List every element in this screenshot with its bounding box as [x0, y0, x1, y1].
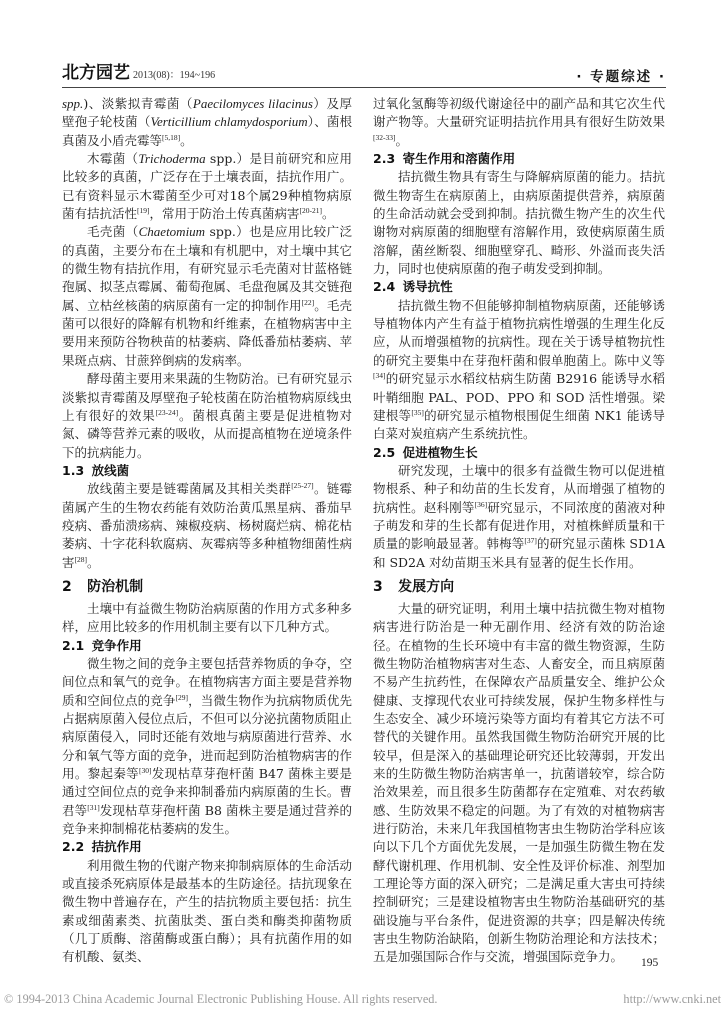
heading-number: 3: [373, 578, 383, 595]
text-run: 的研究显示水稻纹枯病生防菌 B2916 能诱导水稻叶鞘细胞 PAL、POD、PPO 和 SOD 活性增强。梁建根等: [373, 371, 665, 423]
section-heading: [373, 577, 665, 597]
subsection-heading: [62, 838, 352, 856]
citation-ref: [32-33]: [373, 132, 396, 142]
citation-ref: [19]: [137, 206, 150, 216]
heading-number: 2.3: [373, 151, 396, 167]
left-column: [62, 95, 352, 967]
citation-ref: [34]: [373, 371, 386, 381]
citation-ref: [31]: [87, 802, 100, 812]
text-run: 木霉菌（: [87, 151, 139, 167]
body-paragraph: [62, 223, 352, 370]
latin-name: spp.: [62, 96, 84, 111]
text-run: 微生物之间的竞争主要包括营养物质的争夺，空间位点和氧气的竞争。在植物病害方面主要是营养物质和空间位点的竞争: [62, 655, 352, 708]
citation-ref: [28]: [74, 554, 88, 564]
subsection-heading: [62, 637, 352, 655]
heading-number: 2.1: [62, 637, 85, 653]
body-paragraph: [62, 655, 352, 838]
text-run: 拮抗微生物具有寄生与降解病原菌的能力。拮抗微生物寄生在病原菌上，由病原菌提供营养，病原菌的生命活动就会受到抑制。拮抗微生物产生的次生代谢物对病原菌的细胞壁有溶解作用，致使病原菌生质溶解，菌丝断裂、细胞壁穿孔、畸形、外溢而丧失活力，同时也使病原菌的孢子萌发受到抑制。: [373, 169, 665, 277]
citation-ref: [23-24]: [155, 407, 179, 417]
body-paragraph: [373, 600, 665, 967]
text-run: ）及厚壁孢子轮枝菌（: [62, 96, 352, 130]
body-paragraph: [373, 462, 665, 572]
heading-number: 2: [62, 578, 72, 595]
text-run: 。菌根真菌主要是促进植物对氮、磷等营养元素的吸收，从而提高植物在逆境条件下的抗病能力。: [62, 407, 352, 460]
text-run: 。毛壳菌可以很好的降解有机物和纤维素，在植物病害中主要用来预防谷物秧苗的枯萎病、降低番茄枯萎病、苹果斑点病、甘蔗猝倒病的发病率。: [62, 297, 352, 368]
citation-ref: [25-27]: [291, 481, 314, 491]
text-run: 酵母菌主要用来果蔬的生物防治。已有研究显示淡紫拟青霉菌及厚壁孢子轮枝菌在防治植物病原线虫上有很好的效果: [62, 371, 352, 423]
issue-info: 2013(08)：194~196: [133, 70, 216, 81]
body-paragraph: [62, 857, 352, 967]
subsection-heading: [373, 444, 665, 462]
text-run: 发现枯草芽孢杆菌 B47 菌株主要是通过空间位点的竞争来抑制番茄内病原菌的生长。曹君等: [62, 766, 352, 818]
text-run: spp.）也是应用比较广泛的真菌，主要分布在土壤和有机肥中，对土壤中其它的微生物有拮抗作用，有研究显示毛壳菌对甘蓝格链孢属、拟茎点霉属、葡萄孢属、毛盘孢属及其交链孢属、立枯丝核菌的病原菌有一定的抑制作用: [62, 224, 352, 313]
body-paragraph: [62, 150, 352, 223]
heading-title: 促进植物生长: [402, 444, 478, 460]
citation-ref: [37]: [524, 536, 537, 546]
citation-ref: [5,18]: [162, 132, 181, 142]
citation-ref: [36]: [474, 499, 488, 509]
heading-title: 寄生作用和溶菌作用: [402, 151, 516, 167]
heading-number: 2.2: [62, 839, 85, 855]
text-run: 土壤中有益微生物防治病原菌的作用方式多种多样，应用比较多的作用机制主要有以下几种方式。: [62, 600, 352, 635]
text-run: ，常用于防治土传真菌病害: [149, 206, 300, 222]
body-paragraph: [373, 168, 665, 278]
heading-title: 竞争作用: [91, 637, 142, 653]
text-run: 。: [395, 132, 409, 148]
text-run: 研究发现，土壤中的很多有益微生物可以促进植物根系、种子和幼苗的生长发育，从而增强了植物的抗病性。赵科刚等: [373, 462, 665, 515]
text-run: 毛壳菌（: [87, 224, 139, 240]
heading-title: 诱导抗性: [402, 279, 453, 295]
running-header: [62, 62, 666, 88]
heading-title: 防治机制: [87, 578, 144, 595]
text-run: 过氧化氢酶等初级代谢途径中的副产品和其它次生代谢产物等。大量研究证明拮抗作用具有很好生防效果: [373, 96, 665, 130]
text-run: 研究显示，不同浓度的菌液对种子萌发和芽的生长都有促进作用，对植株鲜质量和干质量的影响最显著。韩梅等: [373, 499, 665, 552]
text-run: spp.）是目前研究和应用比较多的真菌，广泛存在于土壤表面，拮抗作用广。已有资料显示木霉菌至少可对18个属29种植物病原菌有拮抗活性: [62, 151, 352, 222]
text-run: 的研究显示菌株 SD1A 和 SD2A 对幼苗期玉米具有显著的促生长作用。: [373, 536, 665, 570]
footer-copyright: © 1994-2013 China Academic Journal Electronic Publishing House. All rights reserved.: [4, 992, 438, 1006]
latin-name: Chaetomium: [138, 224, 206, 240]
heading-title: 放线菌: [91, 462, 130, 478]
text-run: 的研究显示植物根围促生细菌 NK1 能诱导白菜对炭疽病产生系统抗性。: [373, 407, 665, 442]
body-paragraph: [373, 297, 665, 444]
continued-paragraph: [62, 95, 352, 150]
text-run: ）、菌根真菌及小盾壳霉等: [62, 114, 352, 148]
citation-ref: [22]: [301, 297, 315, 307]
body-paragraph: [62, 480, 352, 572]
latin-name: Paecilomyces lilacinus: [192, 96, 313, 111]
citation-ref: [35]: [411, 407, 424, 417]
text-run: 利用微生物的代谢产物来抑制病原体的生命活动或直接杀死病原体是最基本的生防途径。拮抗现象在微生物中普遍存在，产生的拮抗物质主要包括：抗生素或细菌素类、抗菌肽类、蛋白类和酶类抑菌物质（几丁质酶、溶菌酶或蛋白酶）；具有抗菌作用的如有机酸、氨类、: [62, 857, 352, 965]
text-run: 放线菌主要是链霉菌属及其相关类群: [87, 481, 292, 497]
continued-paragraph: [373, 95, 665, 150]
heading-title: 发展方向: [398, 578, 455, 595]
section-label: · 专题综述 ·: [576, 69, 666, 85]
heading-number: 2.4: [373, 279, 396, 295]
text-run: 。: [180, 132, 193, 148]
journal-name: 北方园艺: [62, 63, 130, 83]
heading-number: 2.5: [373, 444, 396, 460]
text-run: 。: [87, 554, 100, 570]
citation-ref: [30]: [138, 766, 152, 776]
right-column: [373, 95, 665, 967]
citation-ref: [29]: [175, 692, 189, 702]
page-number: 195: [641, 957, 659, 969]
heading-number: 1.3: [62, 462, 85, 478]
text-run: 拮抗微生物不但能够抑制植物病原菌，还能够诱导植物体内产生有益于植物抗病性增强的生理生化反应，从而增强植物的抗病性。现在关于诱导植物抗性的研究主要集中在芽孢杆菌和假单胞菌上。陈中义等: [373, 297, 665, 368]
heading-title: 拮抗作用: [91, 839, 142, 855]
body-paragraph: [62, 370, 352, 462]
text-run: )、淡紫拟青霉菌（: [83, 96, 193, 111]
subsection-heading: [373, 150, 665, 168]
citation-ref: [20-21]: [299, 206, 323, 216]
footer-url: http://www.cnki.net: [623, 992, 721, 1006]
subsection-heading: [373, 278, 665, 296]
text-run: 。: [322, 206, 335, 222]
text-run: ，当微生物作为抗病物质优先占据病原菌入侵位点后，不但可以分泌抗菌物质阻止病原菌侵入，同时还能有效地与病原菌进行营养、水分和氧气等方面的竞争，进而起到防治植物病害的作用。黎起秦等: [62, 692, 352, 782]
body-paragraph: [62, 600, 352, 637]
latin-name: Verticillium chlamydosporium: [150, 114, 308, 130]
section-heading: [62, 577, 352, 597]
latin-name: Trichoderma: [138, 151, 206, 167]
subsection-heading: [62, 462, 352, 480]
text-run: 发现枯草芽孢杆菌 B8 菌株主要是通过营养的竞争来抑制棉花枯萎病的发生。: [62, 802, 352, 837]
text-run: 大量的研究证明，利用土壤中拮抗微生物对植物病害进行防治是一种无副作用、经济有效的防治途径。在植物的生长环境中有丰富的微生物资源，生防微生物防治植物病害对生态、人畜安全，而且病原菌不易产生抗药性，在保障农产品质量安全、维护公众健康、支撑现代农业可持续发展，保护生物多样性与生态安全、减少环境污染等方面均有着其它方法不可替代的关键作用。虽然我国微生物防治研究开展的比较早，但是深入的基础理论研究还比较薄弱，开发出来的生防微生物防治病害单一，抗菌谱较窄，综合防治效果差，而且很多生防菌都存在定殖难、对农药敏感、生防效果不稳定的问题。为了有效的对植物病害进行防治，未来几年我国植物害虫生物防治学科应该向以下几个方面优先发展，一是加强生防微生物在发酵代谢机理、作用机制、安全性及评价标准、剂型加工理论等方面的深入研究；二是满足重大害虫可持续控制研究；三是建设植物害虫生物防治基础研究的基础设施与平台条件，促进资源的共享；四是解决传统害虫生物防治缺陷，创新生物防治理论和方法技术；五是加强国际合作与交流，增强国际竞争力。: [373, 600, 665, 965]
text-run: 。链霉菌属产生的生物农药能有效防治黄瓜黑星病、番茄早疫病、番茄溃疡病、辣椒疫病、杨树腐烂病、棉花枯萎病、十字花科软腐病、灰霉病等多种植物细菌性病害: [62, 481, 352, 570]
